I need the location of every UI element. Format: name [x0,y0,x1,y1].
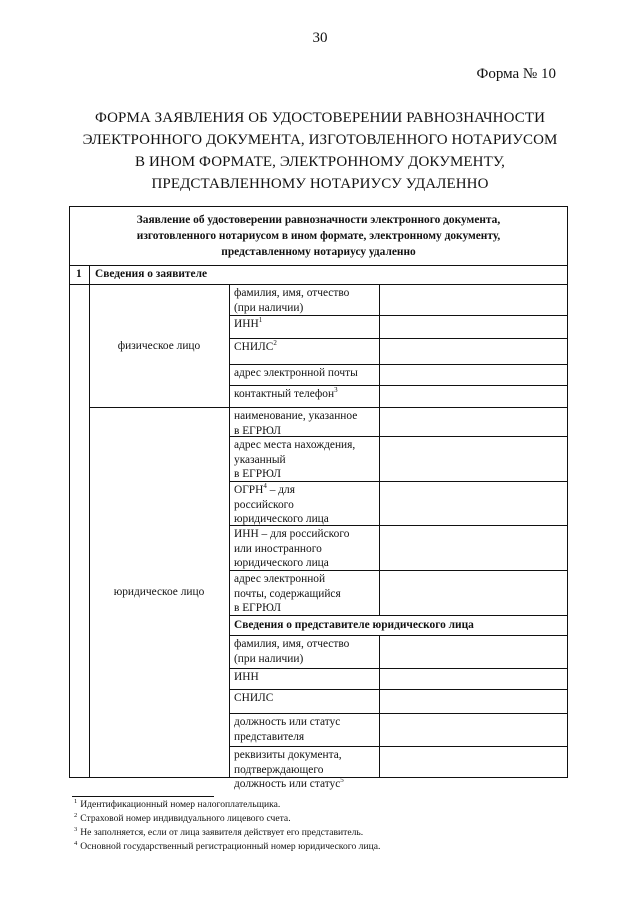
application-form-table [69,206,568,790]
field-label-line: юридического лица [234,557,329,569]
title-line: ПРЕДСТАВЛЕННОМУ НОТАРИУСУ УДАЛЕННО [151,176,489,192]
footnote-reference: 1 [258,316,263,325]
value-column-rule [379,284,380,615]
group-rule [89,407,229,408]
field-row-rule [229,315,567,316]
field-row-rule [229,481,567,482]
field-label-line: (при наличии) [234,652,304,665]
field-label-line: адрес электронной [234,573,326,585]
field-label-line: ОГРН$^4$ – для [234,482,295,496]
field-row-rule [229,615,567,616]
field-label [234,691,378,706]
field-label [234,366,378,381]
field-label-line: (при наличии) [234,301,304,314]
field-label [234,286,378,315]
field-label [234,748,378,792]
field-row-rule [229,364,567,365]
field-row-rule [229,689,567,690]
form-header-line: Заявление об удостоверении равнозначности электронного документа, [136,214,501,226]
footnote: $^3$ Не заполняется, если от лица заявителя действует его представитель. [74,825,364,838]
field-label-line: адрес электронной почты [234,367,358,379]
page-number: 30 [312,30,328,46]
legal-entity-label: юридическое лицо [113,586,205,598]
field-label-line: указанный [234,453,286,466]
representative-title: Сведения о представителе юридического лица [234,619,474,631]
footnote-reference: 2 [273,339,277,348]
field-label-line: должность или статус [234,716,341,728]
section-title: Сведения о заявителе [95,268,208,280]
field-label-line: должность или статус$^5$ [234,776,344,790]
field-label-line: наименование, указанное [234,410,358,422]
title-line: ФОРМА ЗАЯВЛЕНИЯ ОБ УДОСТОВЕРЕНИИ РАВНОЗНАЧНОСТИ [94,110,546,126]
field-label [234,387,378,402]
field-row-rule [229,746,567,747]
section-rule [70,284,567,285]
field-label-line: представителя [234,730,305,743]
section-number: 1 [76,268,82,280]
number-column-rule [89,265,90,777]
field-label-line: фамилия, имя, отчество [234,287,350,299]
field-label-line: почты, содержащийся [234,587,341,600]
field-label [234,572,378,616]
title-line: В ИНОМ ФОРМАТЕ, ЭЛЕКТРОННОМУ ДОКУМЕНТУ, [135,154,505,170]
footnote: $^4$ Основной государственный регистрационный номер юридического лица. [74,839,381,852]
label-column-rule [229,284,230,777]
field-row-rule [229,525,567,526]
field-row-rule [229,635,567,636]
field-label [234,317,378,332]
field-label [234,409,378,438]
value-column-rule [379,635,380,777]
form-header [70,207,567,266]
individual-label: физическое лицо [117,339,201,352]
footnote: $^2$ Страховой номер индивидуального лицевого счета. [74,811,291,824]
footnote-reference: 5 [340,776,344,785]
field-label [234,438,378,482]
field-label-line: ИНН [234,671,259,683]
document-title [60,107,580,195]
field-label-line: адрес места нахождения, [234,439,356,451]
field-label-line: подтверждающего [234,763,324,776]
field-label-line: в ЕГРЮЛ [234,602,281,614]
field-label-line: реквизиты документа, [234,749,342,761]
title-line: ЭЛЕКТРОННОГО ДОКУМЕНТА, ИЗГОТОВЛЕННОГО НОТАРИУСОМ [82,132,558,148]
footnote-reference: 4 [263,482,267,491]
footnote-separator [72,796,214,797]
field-label-line: контактный телефон$^3$ [234,386,338,400]
field-label [234,637,378,666]
field-label-line: фамилия, имя, отчество [234,638,350,650]
field-row-rule [229,436,567,437]
field-label [234,340,378,355]
field-label [234,670,378,685]
field-row-rule [229,385,567,386]
header-rule [70,265,567,266]
field-label-line: ИНН$^1$ [234,316,263,330]
field-label-line: в ЕГРЮЛ [234,424,281,437]
field-label-line: в ЕГРЮЛ [234,468,281,480]
field-label [234,483,378,527]
field-label-line: ИНН – для российского [234,528,350,540]
form-header-line: изготовленного нотариусом в ином формате, электронному документу, [136,230,501,242]
field-row-rule [229,570,567,571]
field-label-line: СНИЛС [234,692,274,704]
field-row-rule [229,338,567,339]
footnote-reference: 3 [334,386,338,395]
field-row-rule [229,713,567,714]
field-label-line: или иностранного [234,542,322,555]
form-header-line: представленному нотариусу удаленно [221,246,416,258]
form-number: Форма № 10 [476,66,556,82]
footnote: $^1$ Идентификационный номер налогоплательщика. [74,797,281,810]
field-label-line: юридического лица [234,513,329,525]
field-label-line: СНИЛС$^2$ [234,339,277,353]
footnotes [74,798,380,854]
field-row-rule [229,407,567,408]
field-label-line: российского [234,498,294,511]
field-label [234,715,378,744]
field-row-rule [229,668,567,669]
field-label [234,527,378,571]
